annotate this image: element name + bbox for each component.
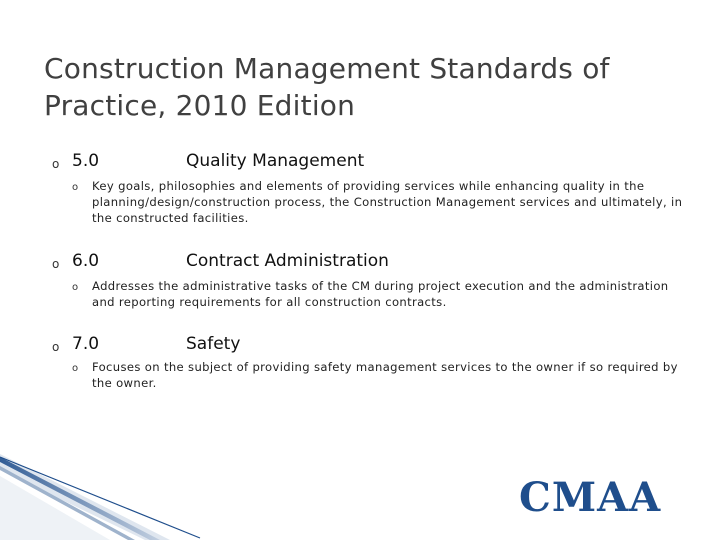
sub-bullet-icon: o <box>72 363 79 374</box>
section-heading: Safety <box>186 334 241 354</box>
section-description: Key goals, philosophies and elements of providing services while enhancing quality in the planning/design/construction process, the Construction Management services and ultimately, in the constructed facilities. <box>92 179 683 225</box>
section-number: 5.0 <box>72 151 100 171</box>
section-heading: Quality Management <box>186 151 365 171</box>
bullet-icon: o <box>52 340 60 354</box>
section-heading: Contract Administration <box>186 251 389 271</box>
sub-bullet-icon: o <box>72 182 79 193</box>
sub-bullet-icon: o <box>72 282 79 293</box>
section-description: Addresses the administrative tasks of the CM during project execution and the administration and reporting requirements for all construction contracts. <box>92 279 669 309</box>
section-number: 6.0 <box>72 251 100 271</box>
section-description: Focuses on the subject of providing safety management services to the owner if so required by the owner. <box>92 360 678 390</box>
section-number: 7.0 <box>72 334 100 354</box>
bullet-icon: o <box>52 157 60 171</box>
bullet-icon: o <box>52 257 60 271</box>
cmaa-logo: CMAA <box>519 474 662 521</box>
slide-title: Construction Management Standards of Practice, 2010 Edition <box>44 52 610 122</box>
